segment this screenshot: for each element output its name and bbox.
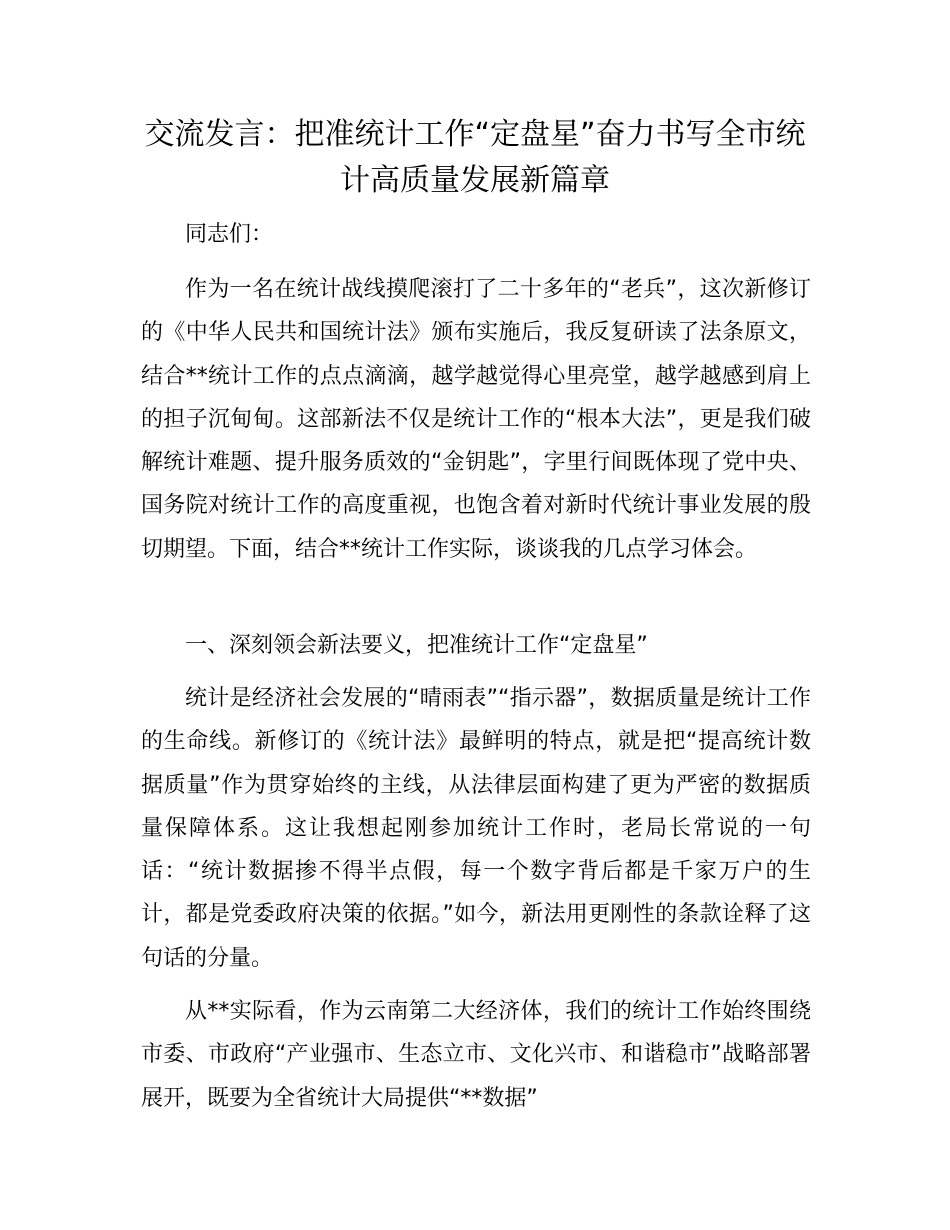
document-title: 交流发言：把准统计工作“定盘星”奋力书写全市统计高质量发展新篇章 bbox=[144, 117, 806, 198]
paragraph-data-quality: 统计是经济社会发展的“晴雨表”“指示器”，数据质量是统计工作的生命线。新修订的《统计法》最鲜明的特点，就是把“提高统计数据质量”作为贯穿始终的主线，从法律层面构建了更为严密的数据质量保障体系。这让我想起刚参加统计工作时，老局长常说的一句话：“统计数据掺不得半点假，每一个数字背后都是千家万户的生计，都是党委政府决策的依据。”如今，新法用更刚性的条款诠释了这句话的分量。 bbox=[141, 686, 811, 971]
greeting: 同志们： bbox=[185, 222, 274, 247]
paragraph-intro: 作为一名在统计战线摸爬滚打了二十多年的“老兵”，这次新修订的《中华人民共和国统计法》颁布实施后，我反复研读了法条原文，结合**统计工作的点点滴滴，越学越觉得心里亮堂，越学越感到肩上的担子沉甸甸。这部新法不仅是统计工作的“根本大法”，更是我们破解统计难题、提升服务质效的“金钥匙”，字里行间既体现了党中央、国务院对统计工作的高度重视，也饱含着对新时代统计事业发展的殷切期望。下面，结合**统计工作实际，谈谈我的几点学习体会。 bbox=[141, 277, 811, 562]
paragraph-local-practice: 从**实际看，作为云南第二大经济体，我们的统计工作始终围绕市委、市政府“产业强市、生态立市、文化兴市、和谐稳市”战略部署展开，既要为全省统计大局提供“**数据” bbox=[141, 999, 811, 1111]
section-heading-1: 一、深刻领会新法要义，把准统计工作“定盘星” bbox=[185, 633, 648, 658]
